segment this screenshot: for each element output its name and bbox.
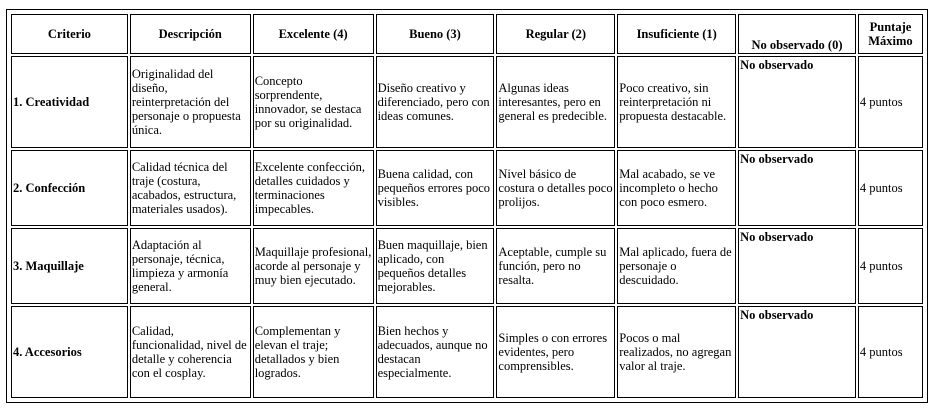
cell-regular: Algunas ideas interesantes, pero en general es predecible. [496, 56, 615, 148]
header-no-observado: No observado (0) [738, 14, 856, 54]
cell-bueno: Buen maquillaje, bien aplicado, con pequeños detalles mejorables. [376, 228, 495, 304]
cell-regular: Nivel básico de costura o detalles poco prolijos. [496, 150, 615, 226]
header-regular: Regular (2) [496, 14, 615, 54]
cell-insuficiente: Pocos o mal realizados, no agregan valor al traje. [617, 306, 736, 398]
header-bueno: Bueno (3) [376, 14, 495, 54]
header-puntaje: Puntaje Máximo [858, 14, 923, 54]
rubric-table-container [6, 9, 928, 403]
cell-regular: Aceptable, cumple su función, pero no resalta. [496, 228, 615, 304]
cell-no-observado: No observado [738, 228, 856, 304]
table-row [11, 56, 923, 148]
header-row [11, 14, 923, 54]
cell-puntaje: 4 puntos [858, 306, 923, 398]
header-criterio: Criterio [11, 14, 128, 54]
table-row [11, 150, 923, 226]
cell-puntaje: 4 puntos [858, 228, 923, 304]
cell-no-observado: No observado [738, 56, 856, 148]
cell-insuficiente: Mal aplicado, fuera de personaje o descuidado. [617, 228, 736, 304]
header-insuficiente: Insuficiente (1) [617, 14, 736, 54]
cell-puntaje: 4 puntos [858, 150, 923, 226]
cell-descripcion: Adaptación al personaje, técnica, limpieza y armonía general. [130, 228, 251, 304]
cell-no-observado: No observado [738, 150, 856, 226]
cell-descripcion: Calidad, funcionalidad, nivel de detalle y coherencia con el cosplay. [130, 306, 251, 398]
cell-excelente: Complementan y elevan el traje; detallados y bien logrados. [253, 306, 374, 398]
cell-regular: Simples o con errores evidentes, pero comprensibles. [496, 306, 615, 398]
header-excelente: Excelente (4) [253, 14, 374, 54]
cell-descripcion: Originalidad del diseño, reinterpretación del personaje o propuesta única. [130, 56, 251, 148]
cell-bueno: Bien hechos y adecuados, aunque no destacan especialmente. [376, 306, 495, 398]
table-row [11, 228, 923, 304]
cell-criterio: 2. Confección [11, 150, 128, 226]
header-descripcion: Descripción [130, 14, 251, 54]
cell-insuficiente: Poco creativo, sin reinterpretación ni propuesta destacable. [617, 56, 736, 148]
cell-descripcion: Calidad técnica del traje (costura, acabados, estructura, materiales usados). [130, 150, 251, 226]
cell-puntaje: 4 puntos [858, 56, 923, 148]
cell-bueno: Diseño creativo y diferenciado, pero con ideas comunes. [376, 56, 495, 148]
cell-criterio: 4. Accesorios [11, 306, 128, 398]
cell-bueno: Buena calidad, con pequeños errores poco visibles. [376, 150, 495, 226]
table-row [11, 306, 923, 398]
cell-excelente: Maquillaje profesional, acorde al personaje y muy bien ejecutado. [253, 228, 374, 304]
cell-criterio: 3. Maquillaje [11, 228, 128, 304]
cell-no-observado: No observado [738, 306, 856, 398]
cell-criterio: 1. Creatividad [11, 56, 128, 148]
cell-excelente: Concepto sorprendente, innovador, se destaca por su originalidad. [253, 56, 374, 148]
cell-excelente: Excelente confección, detalles cuidados y terminaciones impecables. [253, 150, 374, 226]
rubric-table [9, 12, 925, 400]
cell-insuficiente: Mal acabado, se ve incompleto o hecho con poco esmero. [617, 150, 736, 226]
